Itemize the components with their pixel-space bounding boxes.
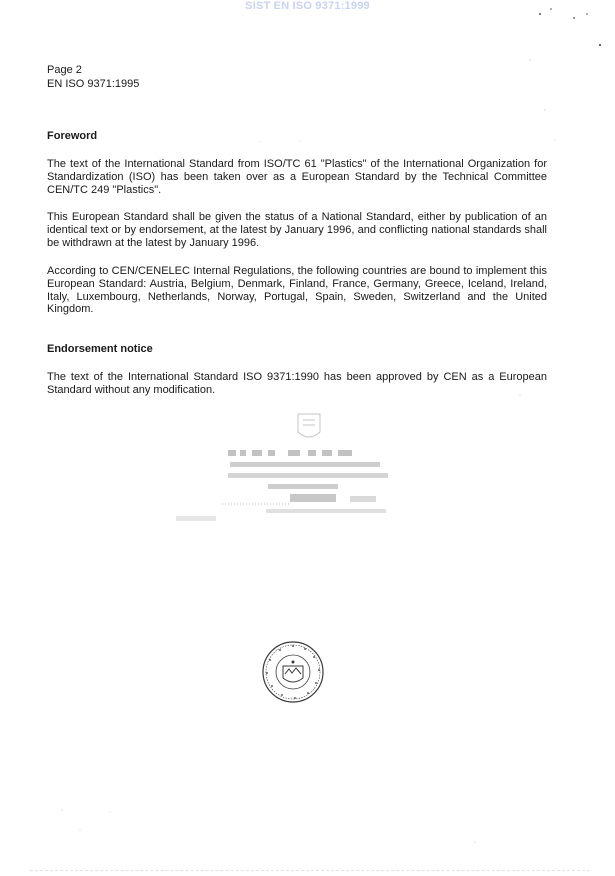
document-watermark: SIST EN ISO 9371:1999 (245, 0, 370, 12)
faded-stamp-graphic (170, 410, 410, 530)
foreword-paragraph-3: According to CEN/CENELEC Internal Regulations, the following countries are bound to implement this European Standard: Austria, Belgium, Denmark, Finland, France, Germany, Greece, Iceland, Ireland, Italy, Luxembourg, Netherlands, Norway, Portugal, Spain, Sweden, Switzerland and the United Kingdom. (47, 265, 547, 316)
foreword-heading: Foreword (47, 130, 98, 142)
faded-ink-stamp (170, 410, 410, 530)
endorsement-heading: Endorsement notice (47, 343, 153, 355)
foreword-paragraph-2: This European Standard shall be given the status of a National Standard, either by publication of an identical text or by endorsement, at the latest by January 1996, and conflicting national standards shall be withdrawn at the latest by January 1996. (47, 211, 547, 249)
seal-graphic (261, 640, 325, 704)
official-round-seal (261, 640, 325, 704)
endorsement-paragraph: The text of the International Standard ISO 9371:1990 has been approved by CEN as a European Standard without any modification. (47, 371, 547, 396)
page-number: Page 2 (47, 64, 82, 76)
document-id: EN ISO 9371:1995 (47, 78, 140, 90)
page-header (47, 63, 139, 91)
foreword-paragraph-1: The text of the International Standard from ISO/TC 61 "Plastics" of the International Organization for Standardization (ISO) has been taken over as a European Standard by the Technical Committee CEN/TC 249 "Plastics". (47, 158, 547, 196)
footer-rule (30, 870, 590, 871)
